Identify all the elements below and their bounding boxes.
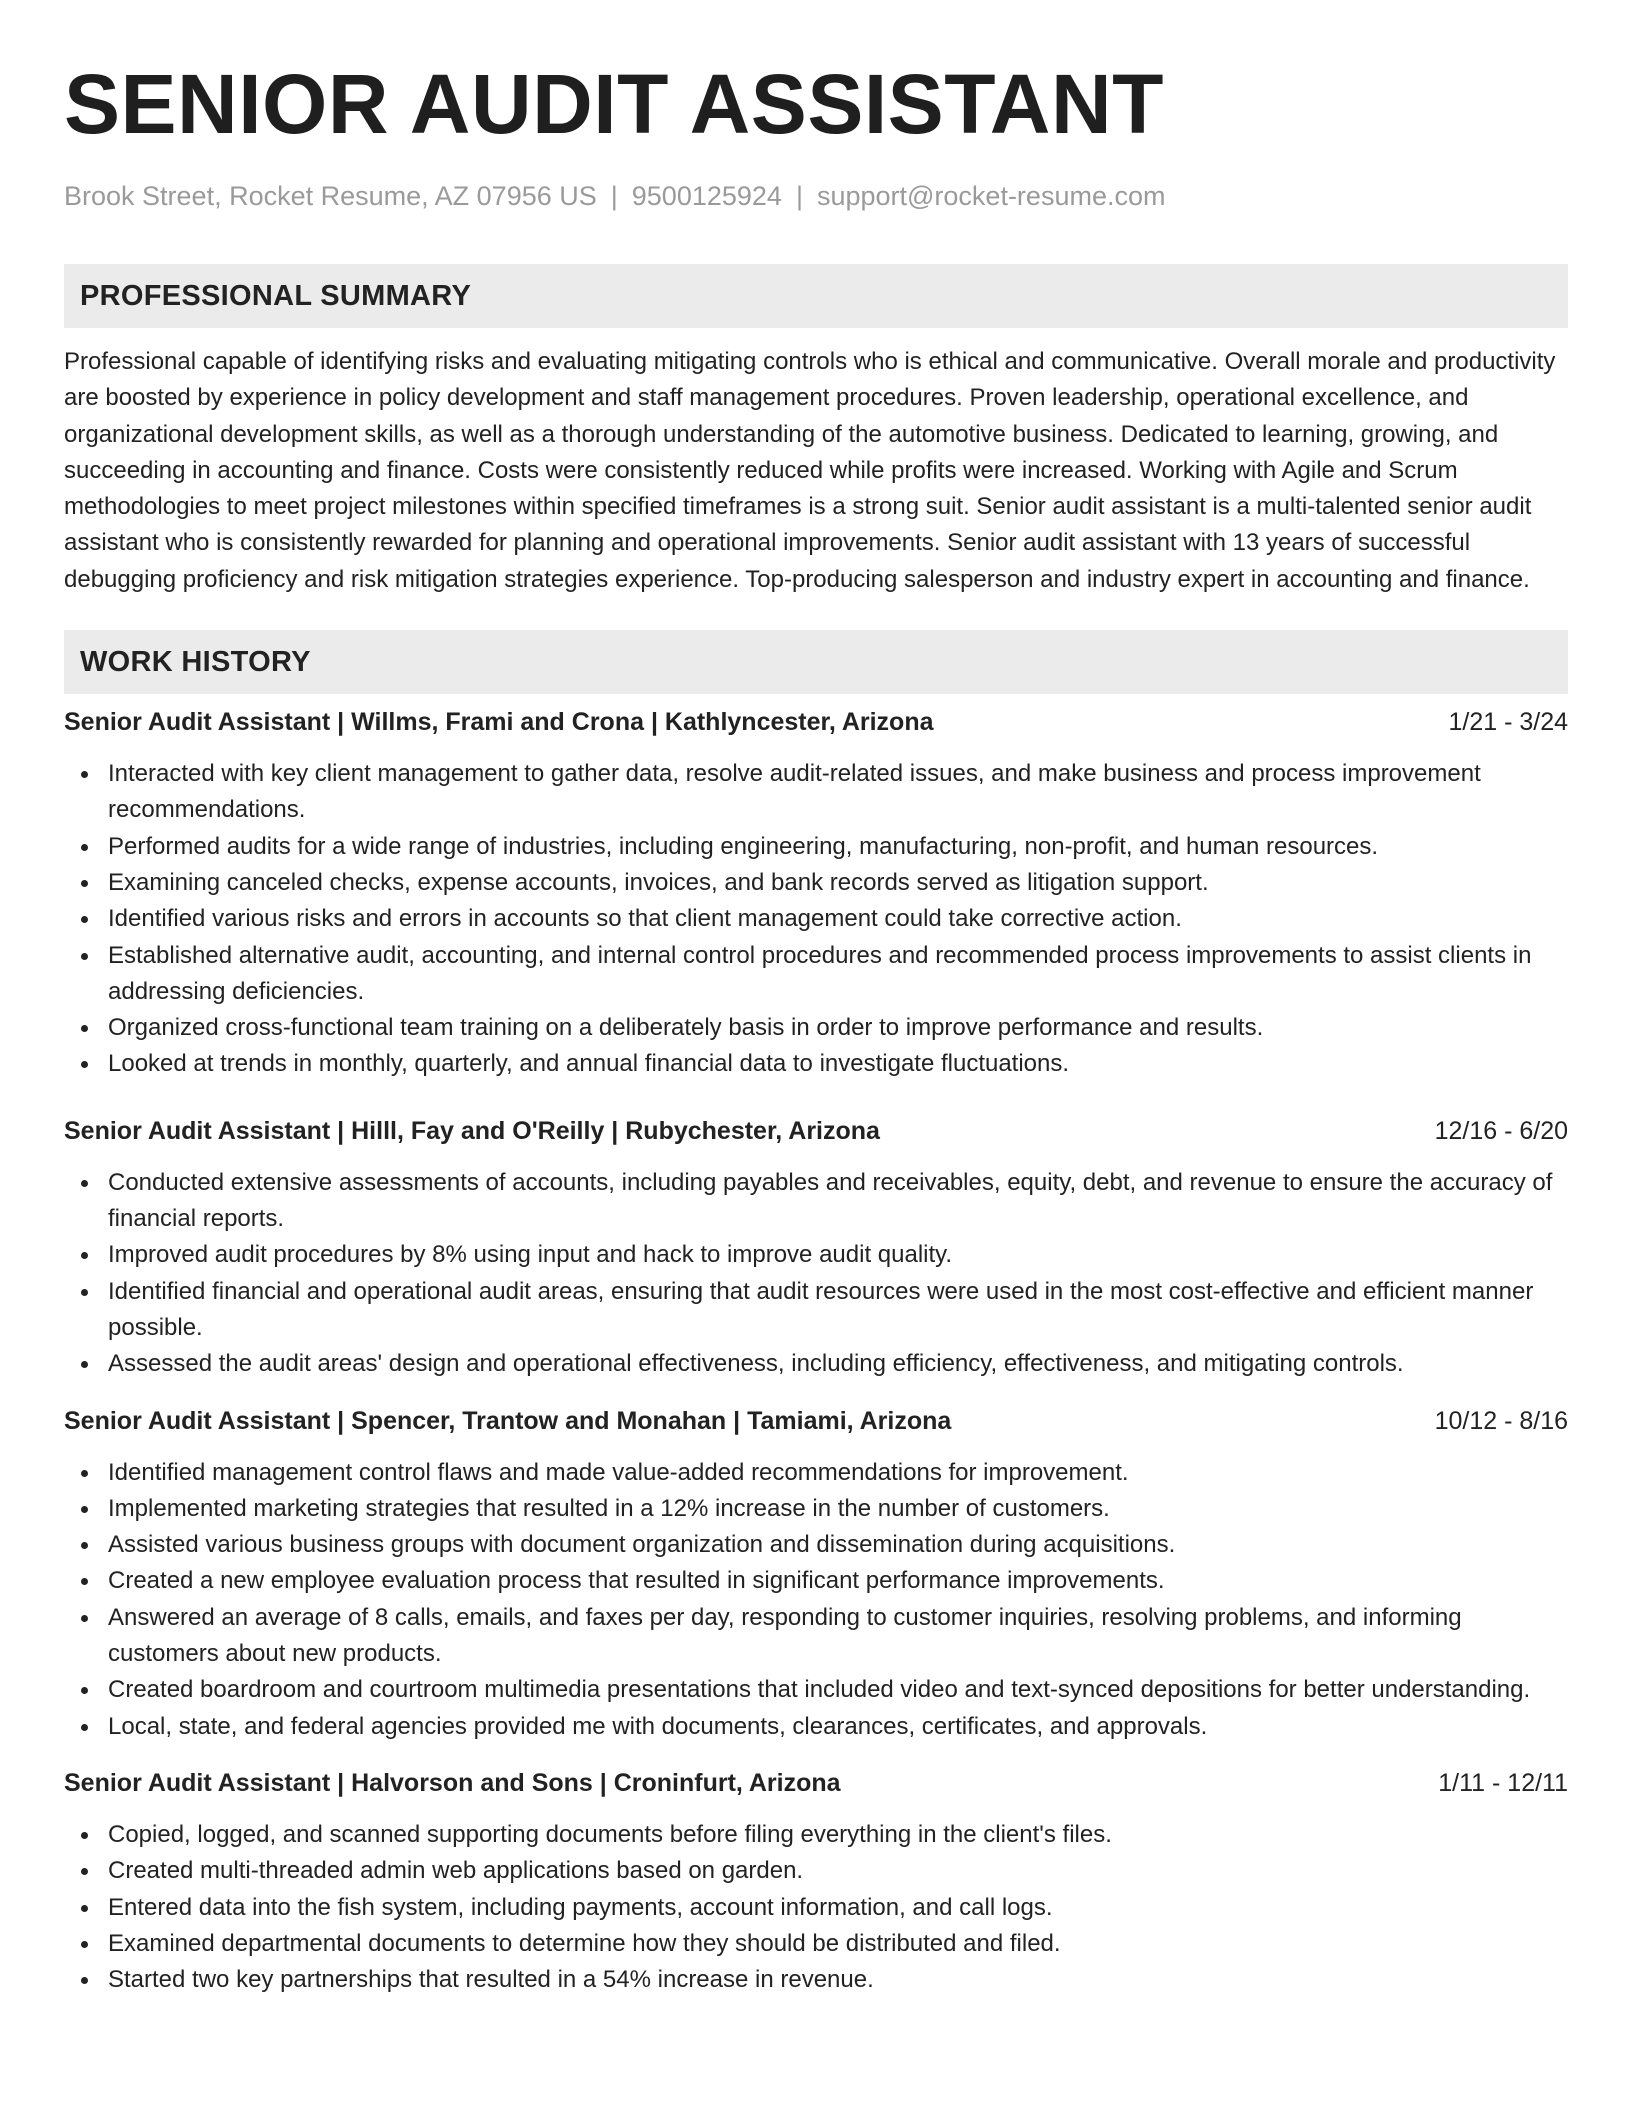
bullet-item: Looked at trends in monthly, quarterly, and annual financial data to investigate fluctuations. [64,1046,1568,1082]
job-bullets [64,1817,1568,1998]
contact-email: support@rocket-resume.com [816,181,1166,211]
job-entry [64,1113,1568,1383]
job-title: Senior Audit Assistant | Hilll, Fay and O'Reilly | Rubychester, Arizona [64,1116,880,1145]
bullet-item: Examining canceled checks, expense accounts, invoices, and bank records served as litigation support. [64,865,1568,901]
job-bullets [64,1165,1568,1383]
job-title: Senior Audit Assistant | Willms, Frami and Crona | Kathlyncester, Arizona [64,708,934,737]
bullet-item: Examined departmental documents to determine how they should be distributed and filed. [64,1926,1568,1962]
contact-address: Brook Street, Rocket Resume, AZ 07956 US [64,181,597,211]
bullet-item: Interacted with key client management to gather data, resolve audit-related issues, and make business and process improvement recommendations. [64,756,1568,829]
job-bullets [64,1455,1568,1745]
bullet-item: Created boardroom and courtroom multimedia presentations that included video and text-synced depositions for better understanding. [64,1672,1568,1708]
job-header [64,1765,1568,1801]
job-header [64,704,1568,740]
contact-line [64,178,1568,214]
bullet-item: Local, state, and federal agencies provided me with documents, clearances, certificates, and approvals. [64,1709,1568,1745]
contact-separator: | [795,181,803,211]
bullet-item: Created a new employee evaluation process that resulted in significant performance improvements. [64,1563,1568,1599]
job-dates: 1/11 - 12/11 [1438,1768,1568,1797]
job-dates: 10/12 - 8/16 [1434,1406,1568,1435]
contact-phone: 9500125924 [631,181,782,211]
job-dates: 1/21 - 3/24 [1448,708,1568,737]
job-bullets [64,756,1568,1083]
bullet-item: Copied, logged, and scanned supporting documents before filing everything in the client's files. [64,1817,1568,1853]
job-title: Senior Audit Assistant | Halvorson and Sons | Croninfurt, Arizona [64,1768,841,1797]
summary-heading: PROFESSIONAL SUMMARY [64,264,1568,328]
bullet-item: Identified various risks and errors in accounts so that client management could take corrective action. [64,901,1568,937]
bullet-item: Assessed the audit areas' design and operational effectiveness, including efficiency, effectiveness, and mitigating controls. [64,1346,1568,1382]
bullet-item: Improved audit procedures by 8% using input and hack to improve audit quality. [64,1237,1568,1273]
summary-text: Professional capable of identifying risks and evaluating mitigating controls who is ethical and communicative. Overall morale and productivity are boosted by experience in policy development and staff management procedures. Proven leadership, operational excellence, and organizational development skills, as well as a thorough understanding of the automotive business. Dedicated to learning, growing, and succeeding in accounting and finance. Costs were consistently reduced while profits were increased. Working with Agile and Scrum methodologies to meet project milestones within specified timeframes is a strong suit. Senior audit assistant is a multi-talented senior audit assistant who is consistently rewarded for planning and operational improvements. Senior audit assistant with 13 years of successful debugging proficiency and risk mitigation strategies experience. Top-producing salesperson and industry expert in accounting and finance. [64,348,1556,593]
bullet-item: Implemented marketing strategies that resulted in a 12% increase in the number of customers. [64,1491,1568,1527]
bullet-item: Organized cross-functional team training on a deliberately basis in order to improve performance and results. [64,1010,1568,1046]
bullet-item: Established alternative audit, accounting, and internal control procedures and recommended process improvements to assist clients in addressing deficiencies. [64,938,1568,1011]
job-entry [64,704,1568,1083]
bullet-item: Assisted various business groups with document organization and dissemination during acquisitions. [64,1527,1568,1563]
bullet-item: Created multi-threaded admin web applications based on garden. [64,1853,1568,1889]
work-history-heading: WORK HISTORY [64,630,1568,694]
job-header [64,1403,1568,1439]
contact-separator: | [610,181,618,211]
resume-name: SENIOR AUDIT ASSISTANT [64,57,1164,151]
bullet-item: Answered an average of 8 calls, emails, and faxes per day, responding to customer inquiries, resolving problems, and informing customers about new products. [64,1600,1568,1673]
job-dates: 12/16 - 6/20 [1434,1116,1568,1145]
job-entry [64,1403,1568,1745]
bullet-item: Identified financial and operational audit areas, ensuring that audit resources were used in the most cost-effective and efficient manner possible. [64,1274,1568,1347]
bullet-item: Conducted extensive assessments of accounts, including payables and receivables, equity, debt, and revenue to ensure the accuracy of financial reports. [64,1165,1568,1238]
job-header [64,1113,1568,1149]
job-title: Senior Audit Assistant | Spencer, Trantow and Monahan | Tamiami, Arizona [64,1406,952,1435]
bullet-item: Entered data into the fish system, including payments, account information, and call logs. [64,1890,1568,1926]
bullet-item: Started two key partnerships that resulted in a 54% increase in revenue. [64,1962,1568,1998]
job-entry [64,1765,1568,1998]
bullet-item: Identified management control flaws and made value-added recommendations for improvement. [64,1455,1568,1491]
bullet-item: Performed audits for a wide range of industries, including engineering, manufacturing, non-profit, and human resources. [64,829,1568,865]
